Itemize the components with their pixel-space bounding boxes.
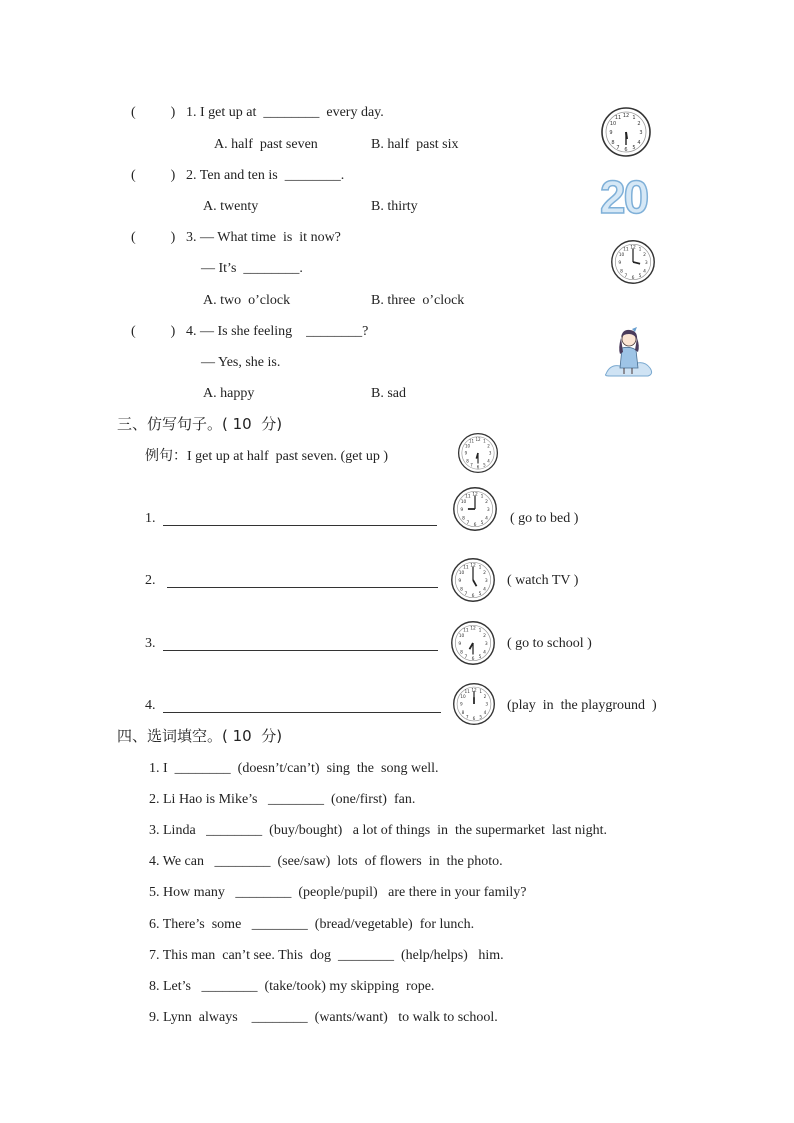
svg-text:11: 11: [463, 565, 469, 571]
answer-paren-2[interactable]: ( ): [131, 168, 176, 183]
fill-blank-item-7: 7. This man can’t see. This dog ________ (help/helps) him.: [149, 948, 504, 963]
svg-text:7: 7: [465, 714, 469, 720]
svg-text:2: 2: [487, 443, 490, 449]
svg-text:2: 2: [637, 121, 641, 127]
svg-text:12: 12: [472, 492, 478, 498]
question-1-option-b: B. half past six: [371, 137, 459, 152]
rewrite-item-1-number: 1.: [145, 511, 156, 526]
answer-paren-4[interactable]: ( ): [131, 324, 176, 339]
svg-text:9: 9: [460, 507, 464, 513]
girl-sitting-icon: [604, 326, 654, 378]
answer-paren-3[interactable]: ( ): [131, 230, 176, 245]
svg-text:1: 1: [478, 628, 482, 634]
svg-text:3: 3: [484, 578, 488, 584]
svg-text:8: 8: [466, 458, 469, 464]
svg-text:2: 2: [643, 252, 646, 258]
svg-text:11: 11: [463, 628, 469, 634]
svg-text:10: 10: [460, 694, 466, 700]
fill-blank-item-9: 9. Lynn always ________ (wants/want) to walk to school.: [149, 1010, 498, 1025]
svg-text:8: 8: [460, 587, 463, 593]
svg-text:1: 1: [483, 438, 486, 444]
svg-text:3: 3: [485, 701, 489, 707]
fill-blank-item-6: 6. There’s some ________ (bread/vegetable) for lunch.: [149, 917, 475, 932]
number-twenty-image: 20: [600, 171, 648, 223]
svg-text:9: 9: [609, 130, 613, 136]
svg-text:7: 7: [464, 592, 468, 598]
svg-text:1: 1: [479, 689, 483, 694]
svg-text:8: 8: [461, 710, 465, 716]
svg-text:12: 12: [470, 563, 476, 569]
svg-text:6: 6: [472, 716, 476, 722]
svg-text:5: 5: [483, 462, 486, 468]
clock-icon: [450, 557, 496, 603]
svg-text:12: 12: [475, 436, 481, 442]
svg-text:4: 4: [483, 710, 487, 716]
fill-blank-item-5: 5. How many ________ (people/pupil) are there in your family?: [149, 885, 527, 900]
svg-text:10: 10: [460, 499, 467, 505]
svg-text:10: 10: [464, 443, 471, 449]
question-4-stem: 4. — Is she feeling ________?: [186, 324, 369, 339]
svg-text:8: 8: [611, 140, 615, 146]
fill-blank-item-2: 2. Li Hao is Mike’s ________ (one/first) fan.: [149, 792, 416, 807]
question-1-option-a: A. half past seven: [214, 137, 318, 152]
rewrite-item-4-hint: (play in the playground ): [507, 698, 657, 713]
rewrite-item-1-blank[interactable]: [163, 525, 437, 526]
svg-text:9: 9: [618, 260, 622, 266]
question-4-answer-line: — Yes, she is.: [201, 355, 281, 370]
rewrite-item-4-number: 4.: [145, 698, 156, 713]
section-3-heading: 三、仿写句子。( 10 分): [117, 415, 283, 433]
svg-text:9: 9: [458, 641, 462, 647]
rewrite-item-2-blank[interactable]: [167, 587, 438, 588]
svg-text:7: 7: [464, 655, 468, 661]
svg-text:11: 11: [614, 115, 622, 121]
svg-text:10: 10: [618, 252, 625, 258]
svg-text:12: 12: [622, 113, 630, 119]
rewrite-item-2-hint: ( watch TV ): [507, 573, 579, 588]
svg-text:4: 4: [643, 269, 646, 275]
svg-text:3: 3: [484, 641, 488, 647]
rewrite-item-3-blank[interactable]: [163, 650, 438, 651]
svg-text:6: 6: [471, 656, 475, 662]
question-2-option-a: A. twenty: [203, 199, 259, 214]
clock-icon: [452, 486, 498, 532]
svg-text:1: 1: [632, 115, 636, 121]
question-1-stem: 1. I get up at ________ every day.: [186, 105, 384, 120]
question-3-answer-line: — It’s ________.: [201, 261, 303, 276]
question-2-option-b: B. thirty: [371, 199, 418, 214]
svg-text:4: 4: [485, 516, 488, 522]
rewrite-item-3-number: 3.: [145, 636, 156, 651]
svg-text:2: 2: [483, 694, 487, 700]
svg-text:2: 2: [483, 570, 486, 576]
svg-text:12: 12: [471, 687, 477, 693]
clock-icon: [600, 106, 652, 158]
svg-text:9: 9: [459, 701, 463, 707]
clock-icon: [457, 432, 499, 474]
svg-text:2: 2: [483, 633, 486, 639]
svg-text:6: 6: [473, 522, 477, 528]
svg-text:12: 12: [630, 245, 636, 251]
fill-blank-item-4: 4. We can ________ (see/saw) lots of flowers in the photo.: [149, 854, 503, 869]
fill-blank-item-3: 3. Linda ________ (buy/bought) a lot of things in the supermarket last night.: [149, 823, 608, 838]
svg-text:11: 11: [464, 689, 470, 694]
question-4-option-b: B. sad: [371, 386, 406, 401]
svg-text:3: 3: [644, 260, 648, 266]
fill-blank-item-8: 8. Let’s ________ (take/took) my skipping rope.: [149, 979, 435, 994]
svg-text:3: 3: [486, 507, 490, 513]
fill-blank-item-1: 1. I ________ (doesn’t/can’t) sing the song well.: [149, 761, 439, 776]
svg-text:7: 7: [470, 462, 473, 468]
svg-text:5: 5: [478, 592, 482, 598]
svg-text:7: 7: [624, 274, 628, 280]
svg-text:10: 10: [458, 570, 465, 576]
svg-text:11: 11: [623, 247, 629, 253]
rewrite-item-1-hint: ( go to bed ): [510, 511, 579, 526]
svg-text:8: 8: [462, 516, 465, 522]
svg-text:5: 5: [638, 274, 642, 280]
question-2-stem: 2. Ten and ten is ________.: [186, 168, 345, 183]
svg-text:5: 5: [480, 521, 484, 527]
svg-text:5: 5: [479, 714, 483, 720]
question-3-stem: 3. — What time is it now?: [186, 230, 341, 245]
svg-text:1: 1: [478, 565, 482, 571]
svg-text:2: 2: [485, 499, 488, 505]
question-3-option-a: A. two o’clock: [203, 293, 291, 308]
svg-text:7: 7: [466, 521, 470, 527]
svg-text:3: 3: [488, 450, 492, 456]
svg-text:6: 6: [471, 593, 475, 599]
clock-icon: [610, 239, 656, 285]
svg-text:5: 5: [478, 655, 482, 661]
svg-text:6: 6: [631, 275, 635, 281]
svg-text:9: 9: [464, 450, 468, 456]
svg-text:1: 1: [480, 494, 484, 500]
svg-text:8: 8: [620, 269, 623, 275]
example-sentence: 例句：I get up at half past seven. (get up ): [145, 449, 388, 464]
clock-icon: [450, 620, 496, 666]
section-4-heading: 四、选词填空。( 10 分): [117, 727, 283, 745]
svg-text:4: 4: [483, 587, 486, 593]
svg-text:4: 4: [487, 458, 490, 464]
svg-text:5: 5: [632, 145, 636, 151]
rewrite-item-4-blank[interactable]: [163, 712, 441, 713]
svg-text:6: 6: [476, 464, 480, 470]
rewrite-item-2-number: 2.: [145, 573, 156, 588]
svg-text:7: 7: [616, 145, 620, 151]
svg-text:11: 11: [465, 494, 471, 500]
question-4-option-a: A. happy: [203, 386, 255, 401]
answer-paren-1[interactable]: ( ): [131, 105, 176, 120]
question-3-option-b: B. three o’clock: [371, 293, 465, 308]
svg-text:8: 8: [460, 650, 463, 656]
clock-icon: [452, 682, 496, 726]
rewrite-item-3-hint: ( go to school ): [507, 636, 592, 651]
svg-text:6: 6: [624, 147, 628, 153]
svg-text:4: 4: [637, 140, 641, 146]
svg-text:10: 10: [609, 121, 617, 127]
svg-text:10: 10: [458, 633, 465, 639]
svg-text:3: 3: [639, 130, 643, 136]
svg-text:12: 12: [470, 626, 476, 632]
svg-text:9: 9: [458, 578, 462, 584]
svg-text:4: 4: [483, 650, 486, 656]
svg-text:1: 1: [638, 247, 642, 253]
svg-text:11: 11: [468, 438, 475, 444]
